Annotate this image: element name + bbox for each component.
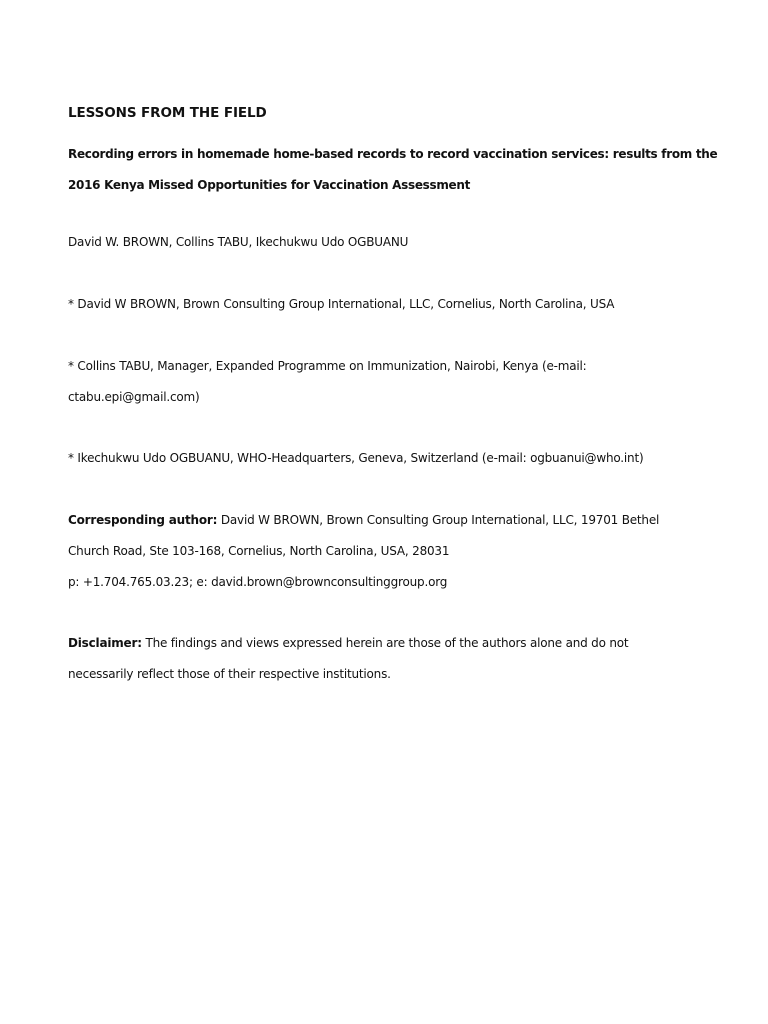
section-heading: LESSONS FROM THE FIELD xyxy=(68,105,267,121)
affiliation-brown xyxy=(68,289,708,320)
author-list: David W. BROWN, Collins TABU, Ikechukwu Udo OGBUANU xyxy=(68,235,409,249)
affiliation-brown-line-1: * David W BROWN, Brown Consulting Group International, LLC, Cornelius, North Carolina, USA xyxy=(68,297,615,311)
disclaimer xyxy=(68,628,708,690)
paper-title-line-2: 2016 Kenya Missed Opportunities for Vaccination Assessment xyxy=(68,178,471,192)
affiliation-tabu xyxy=(68,351,708,413)
corresponding-author-label: Corresponding author: xyxy=(68,513,218,527)
affiliation-tabu-line-2: ctabu.epi@gmail.com) xyxy=(68,390,200,404)
affiliation-ogbuanu-line-1: * Ikechukwu Udo OGBUANU, WHO-Headquarters, Geneva, Switzerland (e-mail: ogbuanui@who.int) xyxy=(68,451,644,465)
disclaimer-text-1: The findings and views expressed herein are those of the authors alone and do not xyxy=(141,636,629,650)
corresponding-author-text-1: David W BROWN, Brown Consulting Group International, LLC, 19701 Bethel xyxy=(217,513,660,527)
disclaimer-line-1 xyxy=(68,628,708,659)
corresponding-author-line-1 xyxy=(68,505,708,536)
affiliation-ogbuanu xyxy=(68,443,708,474)
disclaimer-line-2: necessarily reflect those of their respective institutions. xyxy=(68,667,391,681)
paper-title-line-1: Recording errors in homemade home-based records to record vaccination services: results from the xyxy=(68,147,718,161)
corresponding-author-line-2: Church Road, Ste 103-168, Cornelius, North Carolina, USA, 28031 xyxy=(68,544,450,558)
corresponding-author-contact: p: +1.704.765.03.23; e: david.brown@brownconsultinggroup.org xyxy=(68,575,448,589)
corresponding-author xyxy=(68,505,708,598)
affiliation-tabu-line-1: * Collins TABU, Manager, Expanded Programme on Immunization, Nairobi, Kenya (e-mail: xyxy=(68,359,587,373)
paper-title xyxy=(68,139,718,201)
disclaimer-label: Disclaimer: xyxy=(68,636,142,650)
